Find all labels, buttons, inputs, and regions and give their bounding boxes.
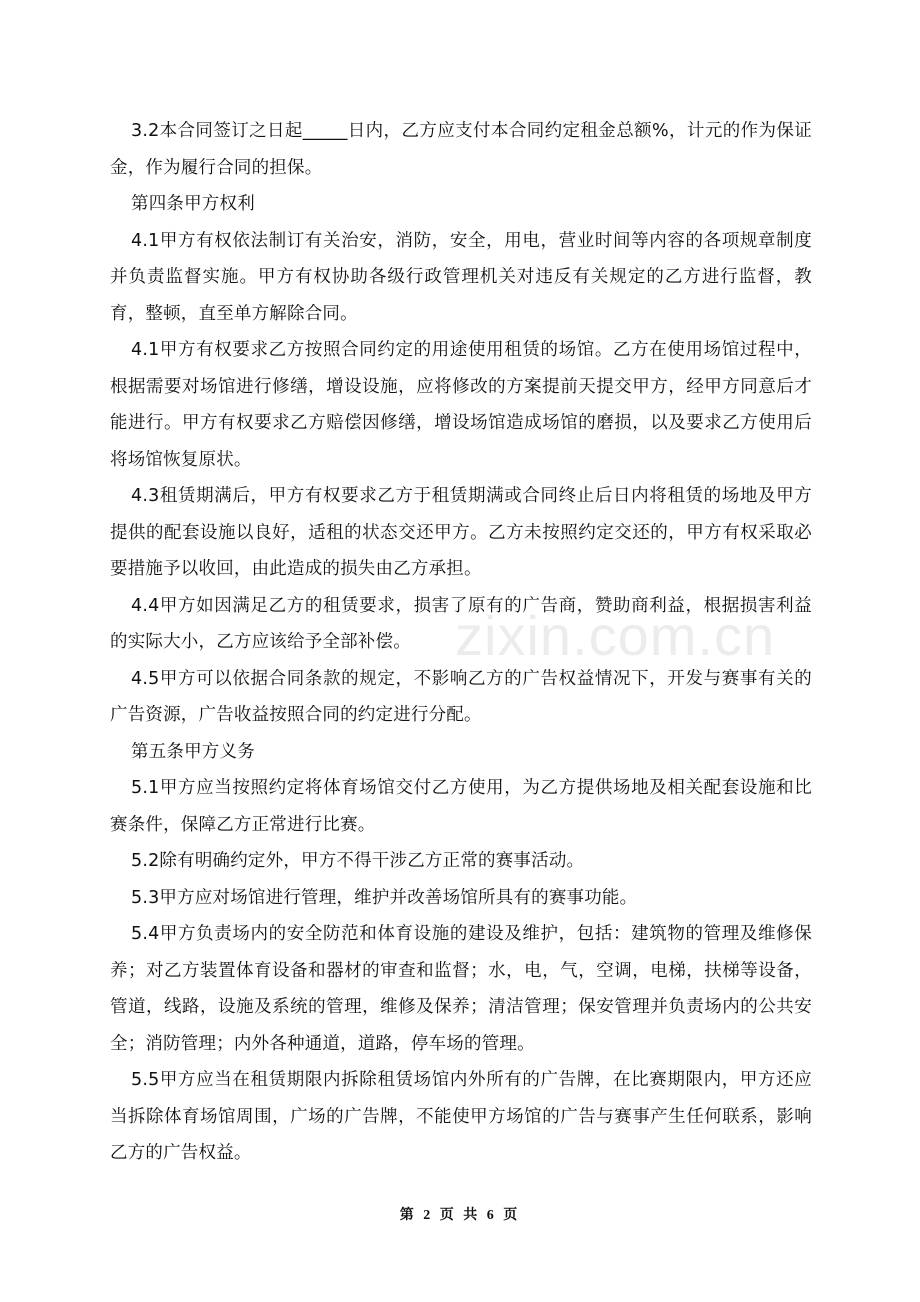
- watermark-logo: zixin.com.cn: [455, 604, 776, 667]
- clause-4-5: 4.5甲方可以依据合同条款的规定，不影响乙方的广告权益情况下，开发与赛事有关的广告资源，广告收益按照合同的约定进行分配。: [110, 668, 812, 725]
- page-number-footer: 第 2 页 共 6 页: [399, 1208, 521, 1223]
- document-body: [110, 113, 812, 1172]
- clause-5-5: 5.5甲方应当在租赁期限内拆除租赁场馆内外所有的广告牌，在比赛期限内，甲方还应当拆除体育场馆周围，广场的广告牌，不能使甲方场馆的广告与赛事产生任何联系，影响乙方的广告权益。: [110, 1070, 812, 1163]
- clause-3-2: 3.2本合同签订之日起_____日内，乙方应支付本合同约定租金总额%，计元的作为保证金，作为履行合同的担保。: [110, 121, 812, 178]
- clause-5-2: 5.2除有明确约定外，甲方不得干涉乙方正常的赛事活动。: [131, 851, 585, 871]
- clause-4-1-second: 4.1甲方有权要求乙方按照合同约定的用途使用租赁的场馆。乙方在使用场馆过程中，根据需要对场馆进行修缮，增设设施，应将修改的方案提前天提交甲方，经甲方同意后才能进行。甲方有权要求乙方赔偿因修缮，增设场馆造成场馆的磨损，以及要求乙方使用后将场馆恢复原状。: [110, 340, 812, 470]
- clause-4-4: 4.4甲方如因满足乙方的租赁要求，损害了原有的广告商，赞助商利益，根据损害利益的实际大小，乙方应该给予全部补偿。: [110, 595, 812, 652]
- clause-5-3: 5.3甲方应对场馆进行管理，维护并改善场馆所具有的赛事功能。: [131, 887, 638, 908]
- article-5-heading: 第五条甲方义务: [131, 741, 255, 762]
- article-4-heading: 第四条甲方权利: [131, 194, 255, 214]
- clause-4-3: 4.3租赁期满后，甲方有权要求乙方于租赁期满或合同终止后日内将租赁的场地及甲方提供的配套设施以良好，适租的状态交还甲方。乙方未按照约定交还的，甲方有权采取必要措施予以收回，由此造成的损失由乙方承担。: [110, 486, 812, 579]
- clause-5-4: 5.4甲方负责场内的安全防范和体育设施的建设及维护，包括：建筑物的管理及维修保养；对乙方装置体育设备和器材的审查和监督；水，电，气，空调，电梯，扶梯等设备，管道，线路，设施及系统的管理，维修及保养；清洁管理；保安管理并负责场内的公共安全；消防管理；内外各种通道，道路，停车场的管理。: [110, 924, 812, 1054]
- clause-4-1-first: 4.1甲方有权依法制订有关治安，消防，安全，用电，营业时间等内容的各项规章制度并负责监督实施。甲方有权协助各级行政管理机关对违反有关规定的乙方进行监督，教育，整顿，直至单方解除合同。: [110, 230, 812, 324]
- clause-5-1: 5.1甲方应当按照约定将体育场馆交付乙方使用，为乙方提供场地及相关配套设施和比赛条件，保障乙方正常进行比赛。: [110, 778, 812, 835]
